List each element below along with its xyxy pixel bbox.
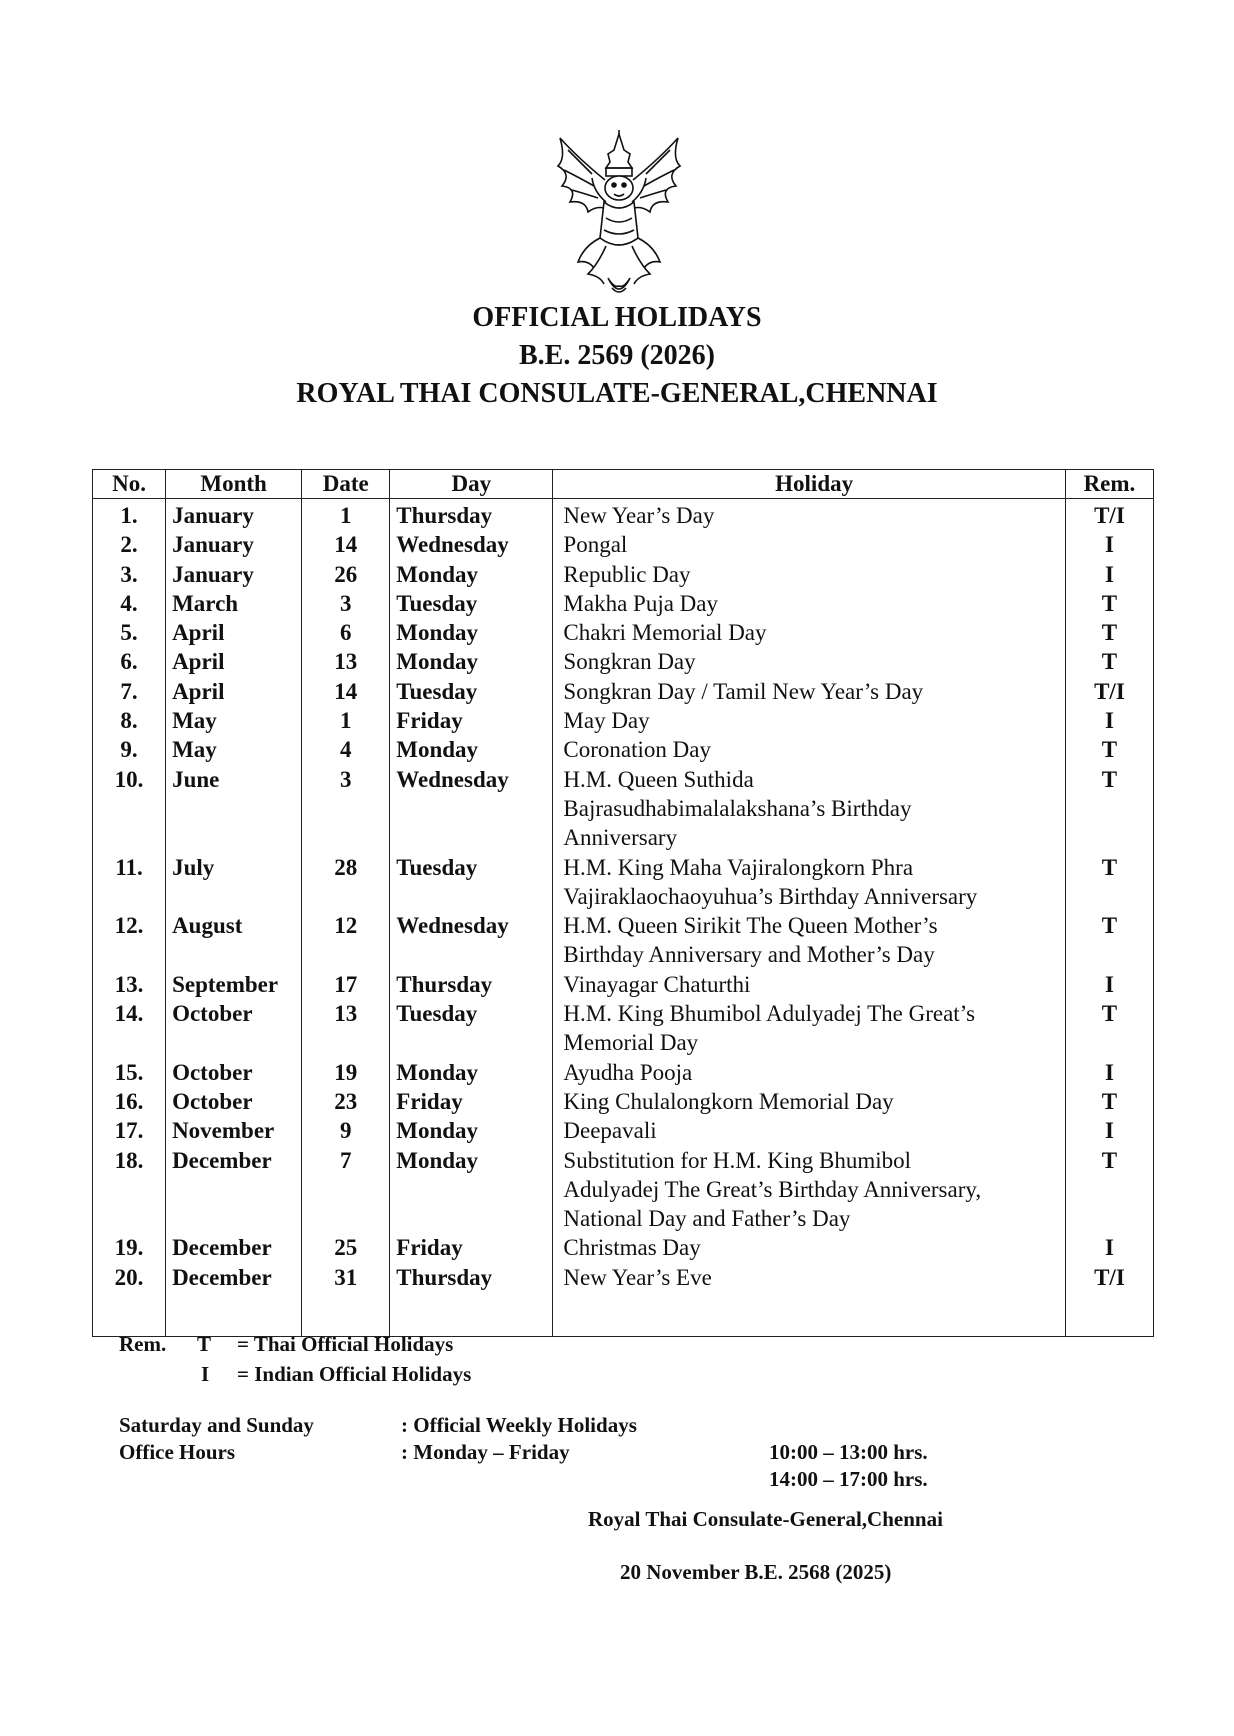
row-rem: I: [1065, 1058, 1153, 1087]
garuda-emblem-icon: [548, 128, 690, 300]
row-date: 14: [302, 530, 390, 559]
row-day: Friday: [390, 1233, 553, 1262]
table-row: [93, 1058, 1154, 1087]
header-no: No.: [93, 470, 166, 499]
row-rem: T: [1065, 999, 1153, 1058]
row-holiday: [553, 677, 1065, 706]
office-hours-slot-2: 14:00 – 17:00 hrs.: [769, 1467, 928, 1491]
row-day: Thursday: [390, 970, 553, 999]
header-month: Month: [166, 470, 302, 499]
row-holiday: [553, 1146, 1065, 1234]
row-date: 31: [302, 1263, 390, 1292]
holiday-line: Ayudha Pooja: [563, 1059, 693, 1085]
row-holiday: [553, 853, 1065, 912]
holiday-line: New Year’s Eve: [563, 1264, 712, 1290]
holiday-line: Anniversary: [563, 825, 678, 851]
row-date: 12: [302, 911, 390, 970]
table-row: [93, 853, 1154, 912]
row-day: Tuesday: [390, 853, 553, 912]
holiday-line: Substitution for H.M. King Bhumibol: [563, 1147, 911, 1173]
row-day: Friday: [390, 706, 553, 735]
row-date: 13: [302, 647, 390, 676]
table-row: [93, 677, 1154, 706]
row-holiday: [553, 1116, 1065, 1145]
table-row: [93, 1087, 1154, 1116]
row-no: 10.: [93, 765, 166, 853]
row-holiday: [553, 1087, 1065, 1116]
row-rem: T: [1065, 853, 1153, 912]
row-day: Thursday: [390, 1263, 553, 1292]
filler-cell: [93, 1292, 166, 1337]
table-row: [93, 1233, 1154, 1262]
row-no: 3.: [93, 560, 166, 589]
table-row: [93, 1146, 1154, 1234]
row-holiday: [553, 999, 1065, 1058]
table-row: [93, 999, 1154, 1058]
row-rem: T: [1065, 1146, 1153, 1234]
filler-cell: [166, 1292, 302, 1337]
row-rem: T: [1065, 618, 1153, 647]
row-date: 17: [302, 970, 390, 999]
table-row: [93, 735, 1154, 764]
row-day: Monday: [390, 647, 553, 676]
row-holiday: [553, 589, 1065, 618]
row-date: 3: [302, 589, 390, 618]
row-month: March: [166, 589, 302, 618]
holiday-line: Makha Puja Day: [563, 590, 718, 616]
row-month: August: [166, 911, 302, 970]
row-no: 19.: [93, 1233, 166, 1262]
row-no: 8.: [93, 706, 166, 735]
row-rem: T: [1065, 735, 1153, 764]
row-rem: T/I: [1065, 677, 1153, 706]
header-day: Day: [390, 470, 553, 499]
row-rem: T: [1065, 589, 1153, 618]
row-day: Wednesday: [390, 911, 553, 970]
row-date: 1: [302, 499, 390, 531]
row-month: January: [166, 560, 302, 589]
row-day: Wednesday: [390, 765, 553, 853]
holiday-line: Vinayagar Chaturthi: [563, 971, 751, 997]
row-no: 5.: [93, 618, 166, 647]
table-filler-row: [93, 1292, 1154, 1337]
row-date: 9: [302, 1116, 390, 1145]
row-day: Monday: [390, 1146, 553, 1234]
row-no: 17.: [93, 1116, 166, 1145]
row-date: 1: [302, 706, 390, 735]
holiday-line: Christmas Day: [563, 1235, 701, 1261]
row-month: October: [166, 1058, 302, 1087]
row-month: May: [166, 735, 302, 764]
row-month: June: [166, 765, 302, 853]
row-date: 28: [302, 853, 390, 912]
row-month: November: [166, 1116, 302, 1145]
row-holiday: [553, 647, 1065, 676]
table-header-row: [93, 470, 1154, 499]
row-date: 3: [302, 765, 390, 853]
row-no: 4.: [93, 589, 166, 618]
row-month: July: [166, 853, 302, 912]
row-holiday: [553, 911, 1065, 970]
holiday-line: Songkran Day: [563, 649, 696, 675]
table-row: [93, 970, 1154, 999]
table-row: [93, 765, 1154, 853]
legend-t-code: T: [197, 1332, 212, 1356]
page-subtitle-office: ROYAL THAI CONSULATE-GENERAL,CHENNAI: [296, 378, 938, 409]
holiday-line: Republic Day: [563, 561, 691, 587]
row-holiday: [553, 499, 1065, 531]
header-rem: Rem.: [1065, 470, 1153, 499]
row-month: May: [166, 706, 302, 735]
row-day: Monday: [390, 735, 553, 764]
row-rem: I: [1065, 560, 1153, 589]
row-no: 11.: [93, 853, 166, 912]
table-row: [93, 706, 1154, 735]
issuer-name: Royal Thai Consulate-General,Chennai: [588, 1507, 943, 1531]
holiday-line: Chakri Memorial Day: [563, 620, 767, 646]
row-rem: I: [1065, 530, 1153, 559]
row-month: October: [166, 999, 302, 1058]
row-rem: T/I: [1065, 1263, 1153, 1292]
row-no: 9.: [93, 735, 166, 764]
holiday-line: Coronation Day: [563, 737, 711, 763]
filler-cell: [553, 1292, 1065, 1337]
row-date: 6: [302, 618, 390, 647]
row-holiday: [553, 618, 1065, 647]
row-holiday: [553, 560, 1065, 589]
holiday-line: H.M. Queen Sirikit The Queen Mother’s: [563, 913, 938, 939]
holiday-line: Deepavali: [563, 1118, 657, 1144]
row-month: September: [166, 970, 302, 999]
office-hours-label: Office Hours: [119, 1440, 236, 1464]
row-day: Tuesday: [390, 677, 553, 706]
row-holiday: [553, 1263, 1065, 1292]
row-rem: T: [1065, 647, 1153, 676]
table-row: [93, 560, 1154, 589]
row-holiday: [553, 765, 1065, 853]
table-row: [93, 618, 1154, 647]
row-day: Monday: [390, 1116, 553, 1145]
holiday-line: Memorial Day: [563, 1030, 699, 1056]
holiday-line: Adulyadej The Great’s Birthday Anniversary,: [563, 1176, 982, 1202]
row-month: December: [166, 1263, 302, 1292]
row-date: 26: [302, 560, 390, 589]
row-month: April: [166, 647, 302, 676]
row-rem: T: [1065, 765, 1153, 853]
row-rem: I: [1065, 706, 1153, 735]
row-no: 12.: [93, 911, 166, 970]
table-row: [93, 589, 1154, 618]
row-day: Wednesday: [390, 530, 553, 559]
row-rem: I: [1065, 1116, 1153, 1145]
row-no: 14.: [93, 999, 166, 1058]
row-holiday: [553, 735, 1065, 764]
row-date: 19: [302, 1058, 390, 1087]
row-date: 23: [302, 1087, 390, 1116]
holiday-line: H.M. King Bhumibol Adulyadej The Great’s: [563, 1001, 976, 1027]
holiday-line: King Chulalongkorn Memorial Day: [563, 1088, 894, 1114]
row-holiday: [553, 706, 1065, 735]
row-rem: I: [1065, 970, 1153, 999]
header-holiday: Holiday: [553, 470, 1065, 499]
holiday-line: Songkran Day / Tamil New Year’s Day: [563, 678, 924, 704]
row-rem: T/I: [1065, 499, 1153, 531]
row-holiday: [553, 1058, 1065, 1087]
row-date: 25: [302, 1233, 390, 1262]
table-row: [93, 1116, 1154, 1145]
row-no: 1.: [93, 499, 166, 531]
legend-i-code: I: [201, 1362, 210, 1386]
holiday-line: H.M. King Maha Vajiralongkorn Phra: [563, 854, 914, 880]
office-hours-slot-1: 10:00 – 13:00 hrs.: [769, 1440, 928, 1464]
row-day: Tuesday: [390, 999, 553, 1058]
row-day: Thursday: [390, 499, 553, 531]
legend-i-text: = Indian Official Holidays: [237, 1362, 472, 1386]
row-date: 4: [302, 735, 390, 764]
row-month: December: [166, 1146, 302, 1234]
filler-cell: [390, 1292, 553, 1337]
filler-cell: [302, 1292, 390, 1337]
page-subtitle-year: B.E. 2569 (2026): [519, 340, 715, 371]
row-month: October: [166, 1087, 302, 1116]
row-month: December: [166, 1233, 302, 1262]
holiday-line: H.M. Queen Suthida: [563, 766, 754, 792]
row-rem: I: [1065, 1233, 1153, 1262]
row-holiday: [553, 970, 1065, 999]
row-day: Monday: [390, 1058, 553, 1087]
row-day: Tuesday: [390, 589, 553, 618]
row-no: 6.: [93, 647, 166, 676]
row-month: April: [166, 677, 302, 706]
row-date: 14: [302, 677, 390, 706]
weekend-value: : Official Weekly Holidays: [401, 1413, 637, 1437]
filler-cell: [1065, 1292, 1153, 1337]
holidays-table: [92, 469, 1154, 1337]
row-month: January: [166, 499, 302, 531]
row-month: April: [166, 618, 302, 647]
row-no: 13.: [93, 970, 166, 999]
holiday-line: New Year’s Day: [563, 503, 715, 528]
row-no: 2.: [93, 530, 166, 559]
table-row: [93, 911, 1154, 970]
row-no: 20.: [93, 1263, 166, 1292]
row-month: January: [166, 530, 302, 559]
row-no: 18.: [93, 1146, 166, 1234]
row-no: 15.: [93, 1058, 166, 1087]
row-day: Monday: [390, 618, 553, 647]
holiday-line: Pongal: [563, 532, 628, 558]
row-day: Friday: [390, 1087, 553, 1116]
holiday-line: National Day and Father’s Day: [563, 1206, 851, 1232]
row-no: 7.: [93, 677, 166, 706]
issue-date: 20 November B.E. 2568 (2025): [620, 1560, 892, 1584]
row-date: 7: [302, 1146, 390, 1234]
row-holiday: [553, 530, 1065, 559]
row-holiday: [553, 1233, 1065, 1262]
holiday-line: May Day: [563, 708, 650, 734]
holiday-line: Bajrasudhabimalalakshana’s Birthday: [563, 795, 912, 821]
row-no: 16.: [93, 1087, 166, 1116]
header-date: Date: [302, 470, 390, 499]
office-hours-days: : Monday – Friday: [401, 1440, 570, 1464]
table-row: [93, 499, 1154, 531]
table-row: [93, 1263, 1154, 1292]
row-day: Monday: [390, 560, 553, 589]
legend-t-text: = Thai Official Holidays: [237, 1332, 454, 1356]
row-rem: T: [1065, 1087, 1153, 1116]
table-row: [93, 647, 1154, 676]
row-rem: T: [1065, 911, 1153, 970]
weekend-label: Saturday and Sunday: [119, 1413, 314, 1437]
row-date: 13: [302, 999, 390, 1058]
legend-label: Rem.: [119, 1332, 167, 1356]
page-title: OFFICIAL HOLIDAYS: [472, 302, 762, 333]
table-row: [93, 530, 1154, 559]
holiday-line: Vajiraklaochaoyuhua’s Birthday Anniversary: [563, 883, 978, 909]
holiday-line: Birthday Anniversary and Mother’s Day: [563, 942, 935, 968]
